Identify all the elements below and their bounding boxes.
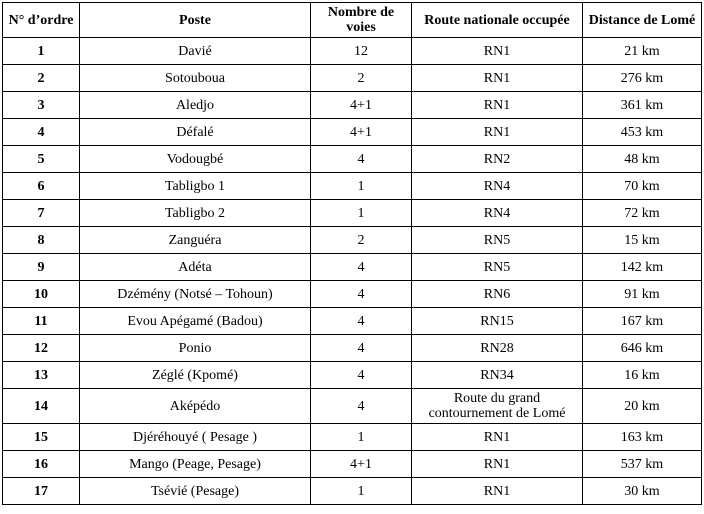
table-row (3, 389, 702, 424)
cell-poste: Aledjo (80, 92, 311, 119)
cell-num: 7 (3, 200, 80, 227)
table-row (3, 478, 702, 505)
table-row (3, 227, 702, 254)
cell-num: 6 (3, 173, 80, 200)
cell-poste: Djéréhouyé ( Pesage ) (80, 424, 311, 451)
cell-num: 12 (3, 335, 80, 362)
cell-distance: 167 km (583, 308, 702, 335)
cell-poste: Mango (Peage, Pesage) (80, 451, 311, 478)
header-voies: Nombre de voies (311, 3, 412, 38)
table-row (3, 362, 702, 389)
cell-poste: Evou Apégamé (Badou) (80, 308, 311, 335)
cell-poste: Ponio (80, 335, 311, 362)
cell-distance: 15 km (583, 227, 702, 254)
table-row (3, 65, 702, 92)
cell-poste: Tabligbo 1 (80, 173, 311, 200)
table-row (3, 38, 702, 65)
cell-voies: 12 (311, 38, 412, 65)
cell-voies: 2 (311, 227, 412, 254)
cell-voies: 4 (311, 389, 412, 424)
cell-distance: 91 km (583, 281, 702, 308)
cell-num: 15 (3, 424, 80, 451)
table-row (3, 200, 702, 227)
table-row (3, 281, 702, 308)
cell-voies: 1 (311, 200, 412, 227)
cell-num: 17 (3, 478, 80, 505)
cell-poste: Défalé (80, 119, 311, 146)
cell-voies: 4+1 (311, 119, 412, 146)
cell-route: RN4 (412, 200, 583, 227)
cell-voies: 1 (311, 173, 412, 200)
cell-num: 13 (3, 362, 80, 389)
cell-route: RN6 (412, 281, 583, 308)
cell-num: 16 (3, 451, 80, 478)
cell-poste: Sotouboua (80, 65, 311, 92)
cell-poste: Adéta (80, 254, 311, 281)
cell-poste: Tsévié (Pesage) (80, 478, 311, 505)
table-row (3, 424, 702, 451)
cell-distance: 21 km (583, 38, 702, 65)
cell-distance: 30 km (583, 478, 702, 505)
cell-poste: Zéglé (Kpomé) (80, 362, 311, 389)
cell-poste: Vodougbé (80, 146, 311, 173)
cell-num: 2 (3, 65, 80, 92)
cell-num: 5 (3, 146, 80, 173)
cell-num: 1 (3, 38, 80, 65)
cell-route: RN5 (412, 254, 583, 281)
cell-voies: 2 (311, 65, 412, 92)
table-row (3, 451, 702, 478)
cell-route: RN2 (412, 146, 583, 173)
cell-voies: 1 (311, 424, 412, 451)
table-row (3, 119, 702, 146)
postes-table (2, 2, 702, 505)
cell-voies: 4 (311, 146, 412, 173)
cell-route: RN1 (412, 451, 583, 478)
cell-poste: Aképédo (80, 389, 311, 424)
cell-voies: 4 (311, 308, 412, 335)
cell-route: RN1 (412, 92, 583, 119)
cell-route: RN5 (412, 227, 583, 254)
cell-num: 10 (3, 281, 80, 308)
cell-poste: Zanguéra (80, 227, 311, 254)
cell-num: 3 (3, 92, 80, 119)
cell-num: 11 (3, 308, 80, 335)
table-row (3, 173, 702, 200)
cell-route: RN1 (412, 478, 583, 505)
cell-voies: 4 (311, 254, 412, 281)
cell-distance: 70 km (583, 173, 702, 200)
cell-voies: 4+1 (311, 92, 412, 119)
cell-distance: 361 km (583, 92, 702, 119)
cell-route: RN15 (412, 308, 583, 335)
cell-route: RN4 (412, 173, 583, 200)
cell-distance: 537 km (583, 451, 702, 478)
header-route: Route nationale occupée (412, 3, 583, 38)
cell-route: RN1 (412, 38, 583, 65)
table-row (3, 254, 702, 281)
cell-voies: 1 (311, 478, 412, 505)
table-row (3, 146, 702, 173)
cell-num: 9 (3, 254, 80, 281)
cell-route: RN34 (412, 362, 583, 389)
cell-voies: 4 (311, 362, 412, 389)
cell-distance: 453 km (583, 119, 702, 146)
cell-route: RN1 (412, 119, 583, 146)
cell-distance: 16 km (583, 362, 702, 389)
cell-voies: 4 (311, 281, 412, 308)
header-distance: Distance de Lomé (583, 3, 702, 38)
cell-distance: 48 km (583, 146, 702, 173)
cell-distance: 646 km (583, 335, 702, 362)
table-row (3, 308, 702, 335)
cell-poste: Tabligbo 2 (80, 200, 311, 227)
header-num: N° d’ordre (3, 3, 80, 38)
cell-poste: Dzémény (Notsé – Tohoun) (80, 281, 311, 308)
cell-voies: 4 (311, 335, 412, 362)
cell-distance: 72 km (583, 200, 702, 227)
cell-route: RN28 (412, 335, 583, 362)
cell-poste: Davié (80, 38, 311, 65)
cell-route: Route du grand contournement de Lomé (412, 389, 583, 424)
table-row (3, 92, 702, 119)
cell-distance: 276 km (583, 65, 702, 92)
cell-num: 8 (3, 227, 80, 254)
cell-num: 4 (3, 119, 80, 146)
cell-distance: 20 km (583, 389, 702, 424)
cell-voies: 4+1 (311, 451, 412, 478)
cell-distance: 163 km (583, 424, 702, 451)
cell-route: RN1 (412, 424, 583, 451)
table-row (3, 335, 702, 362)
header-poste: Poste (80, 3, 311, 38)
header-row (3, 3, 702, 38)
cell-num: 14 (3, 389, 80, 424)
cell-distance: 142 km (583, 254, 702, 281)
cell-route: RN1 (412, 65, 583, 92)
